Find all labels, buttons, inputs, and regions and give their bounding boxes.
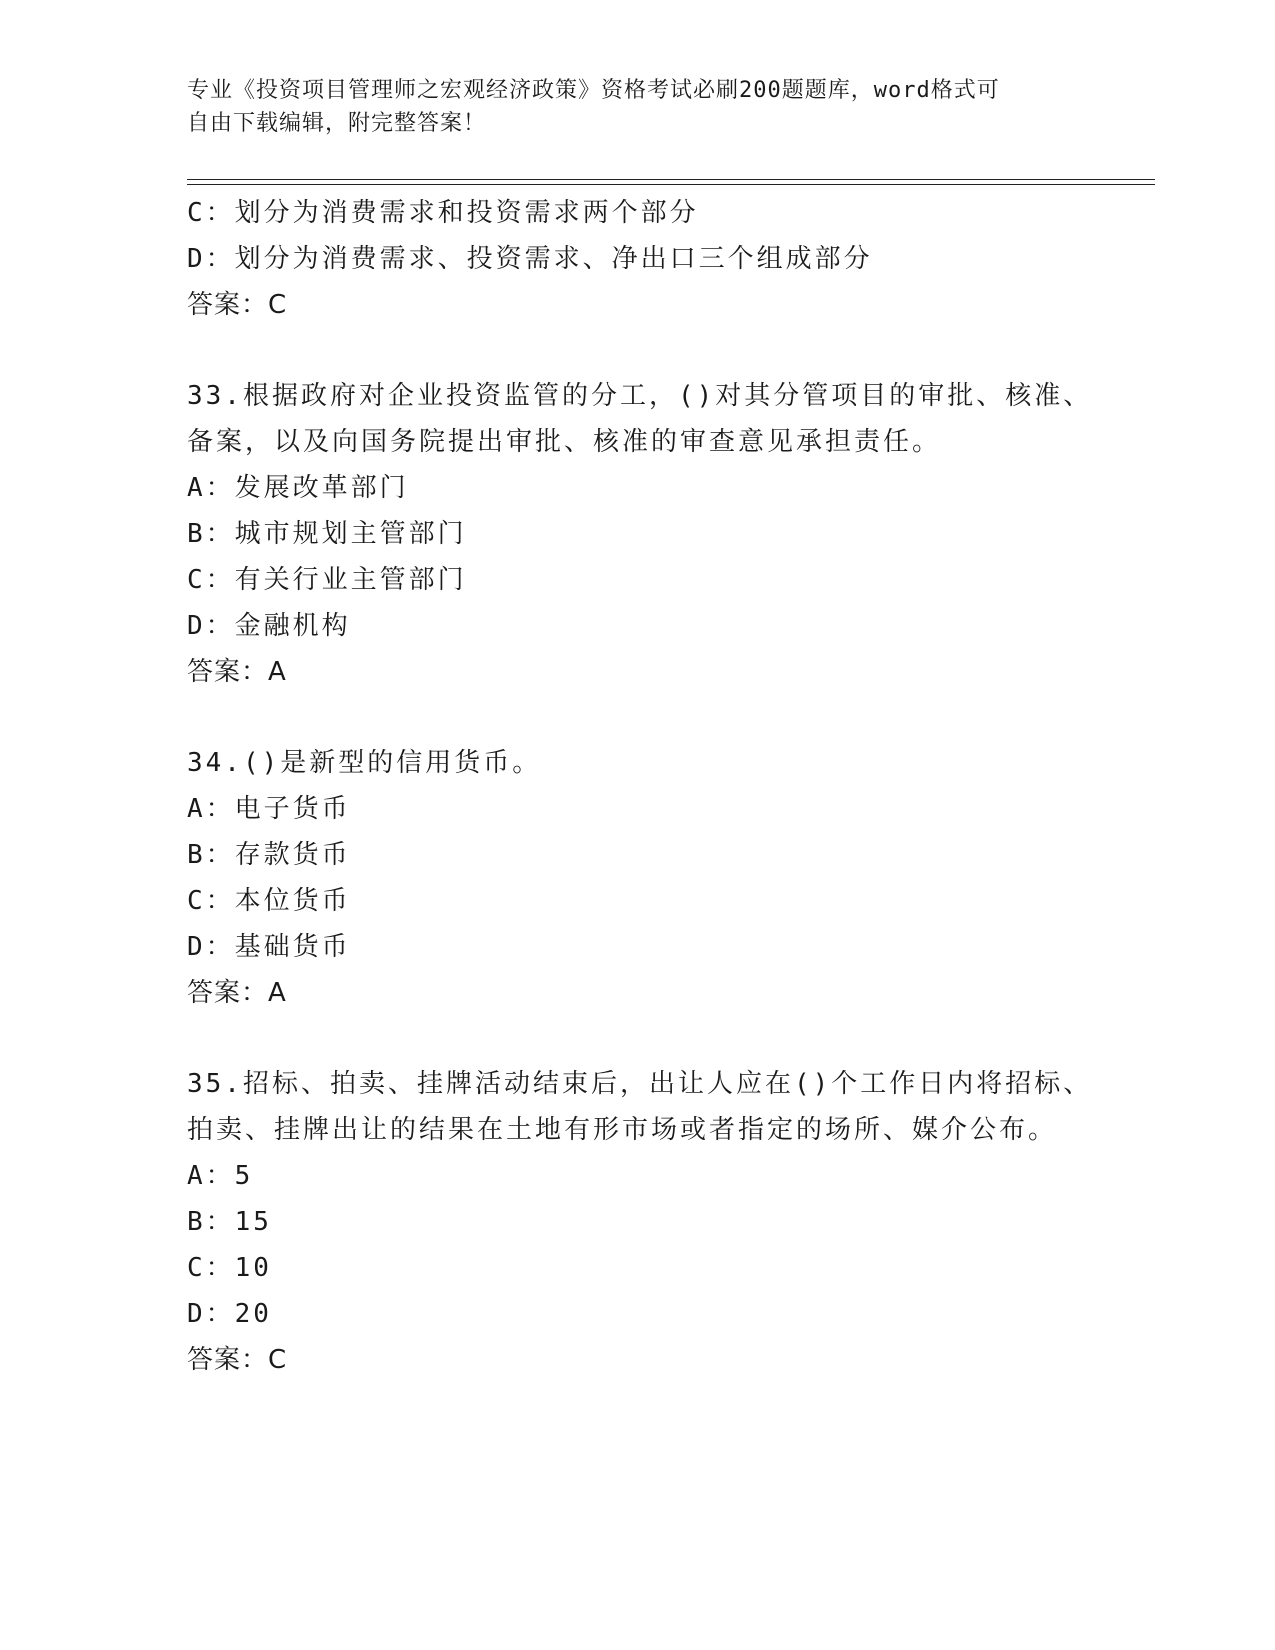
document-header — [187, 74, 1067, 140]
option-c: C：10 — [187, 1253, 272, 1283]
option-d: D：基础货币 — [187, 932, 351, 962]
question-text-line-1: 33.根据政府对企业投资监管的分工，()对其分管项目的审批、核准、 — [187, 381, 1093, 411]
document-body — [187, 190, 1093, 1383]
question-text-line-2: 备案，以及向国务院提出审批、核准的审查意见承担责任。 — [187, 427, 942, 457]
answer-line: 答案：C — [187, 290, 288, 320]
option-a: A：电子货币 — [187, 794, 351, 824]
option-b: B：存款货币 — [187, 840, 351, 870]
option-b: B：城市规划主管部门 — [187, 519, 467, 549]
answer-line: 答案：A — [187, 978, 287, 1008]
answer-line: 答案：A — [187, 657, 287, 687]
option-b: B：15 — [187, 1207, 272, 1237]
question-34 — [187, 740, 1087, 1016]
answer-line: 答案：C — [187, 1345, 288, 1375]
option-a: A：5 — [187, 1161, 254, 1191]
header-divider-top — [187, 179, 1155, 180]
option-d: D：20 — [187, 1299, 272, 1329]
question-33 — [187, 373, 1093, 695]
option-d: D：划分为消费需求、投资需求、净出口三个组成部分 — [187, 244, 873, 274]
question-32-continued — [187, 190, 1087, 328]
question-text-line-1: 35.招标、拍卖、挂牌活动结束后，出让人应在()个工作日内将招标、 — [187, 1069, 1093, 1099]
option-d: D：金融机构 — [187, 611, 351, 641]
option-c: C：划分为消费需求和投资需求两个部分 — [187, 198, 699, 228]
option-a: A：发展改革部门 — [187, 473, 409, 503]
header-divider-bottom — [187, 184, 1155, 185]
header-line-1: 专业《投资项目管理师之宏观经济政策》资格考试必刷200题题库，word格式可 — [187, 78, 1000, 103]
question-text-line-2: 拍卖、挂牌出让的结果在土地有形市场或者指定的场所、媒介公布。 — [187, 1115, 1058, 1145]
option-c: C：本位货币 — [187, 886, 351, 916]
question-text-line-1: 34.()是新型的信用货币。 — [187, 748, 542, 778]
header-line-2: 自由下载编辑，附完整答案！ — [187, 111, 487, 136]
question-35 — [187, 1061, 1093, 1383]
option-c: C：有关行业主管部门 — [187, 565, 467, 595]
